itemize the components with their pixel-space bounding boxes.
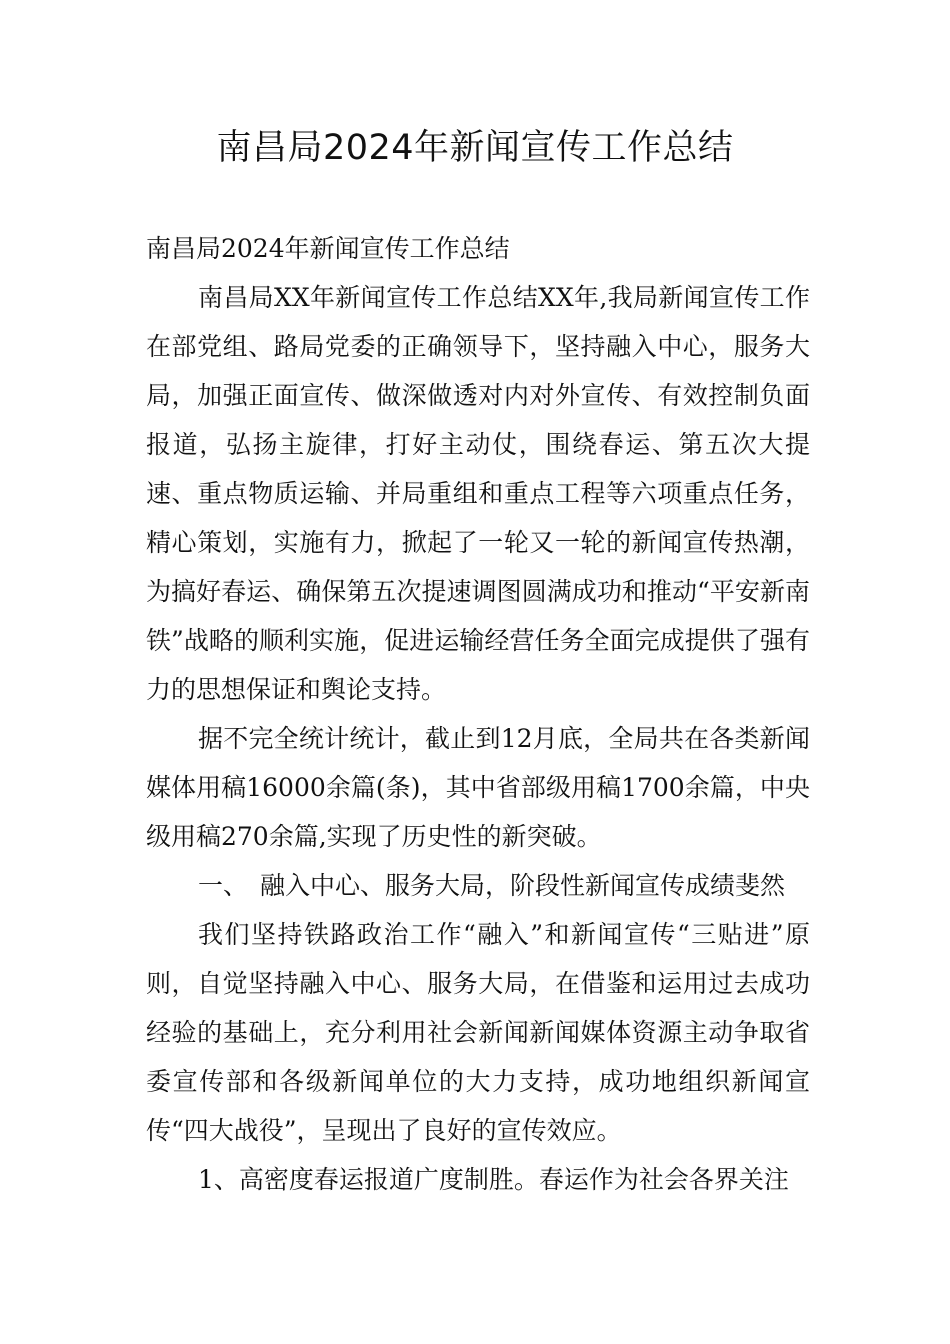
intro-paragraph: 南昌局XX年新闻宣传工作总结XX年,我局新闻宣传工作在部党组、路局党委的正确领导下，坚持融入中心，服务大局，加强正面宣传、做深做透对内对外宣传、有效控制负面报道，弘扬主旋律，打好主动仗，围绕春运、第五次大提速、重点物质运输、并局重组和重点工程等六项重点任务，精心策划，实施有力，掀起了一轮又一轮的新闻宣传热潮，为搞好春运、确保第五次提速调图圆满成功和推动“平安新南铁”战略的顺利实施，促进运输经营任务全面完成提供了强有力的思想保证和舆论支持。	[146, 283, 810, 704]
section-number: 一、	[198, 871, 249, 900]
section-heading	[146, 861, 810, 910]
document-title: 南昌局2024年新闻宣传工作总结	[216, 128, 734, 168]
section-paragraph: 我们坚持铁路政治工作“融入”和新闻宣传“三贴进”原则，自觉坚持融入中心、服务大局，在借鉴和运用过去成功经验的基础上，充分利用社会新闻新闻媒体资源主动争取省委宣传部和各级新闻单位的大力支持，成功地组织新闻宣传“四大战役”，呈现出了良好的宣传效应。	[146, 920, 810, 1145]
document-subtitle: 南昌局2024年新闻宣传工作总结	[146, 234, 510, 263]
subsection-paragraph: 1、高密度春运报道广度制胜。春运作为社会各界关注	[198, 1165, 789, 1194]
statistics-paragraph: 据不完全统计统计，截止到12月底，全局共在各类新闻媒体用稿16000余篇(条)，其中省部级用稿1700余篇，中央级用稿270余篇,实现了历史性的新突破。	[146, 724, 810, 851]
section-heading-text: 融入中心、服务大局，阶段性新闻宣传成绩斐然	[260, 871, 786, 900]
document-body	[146, 224, 810, 1204]
